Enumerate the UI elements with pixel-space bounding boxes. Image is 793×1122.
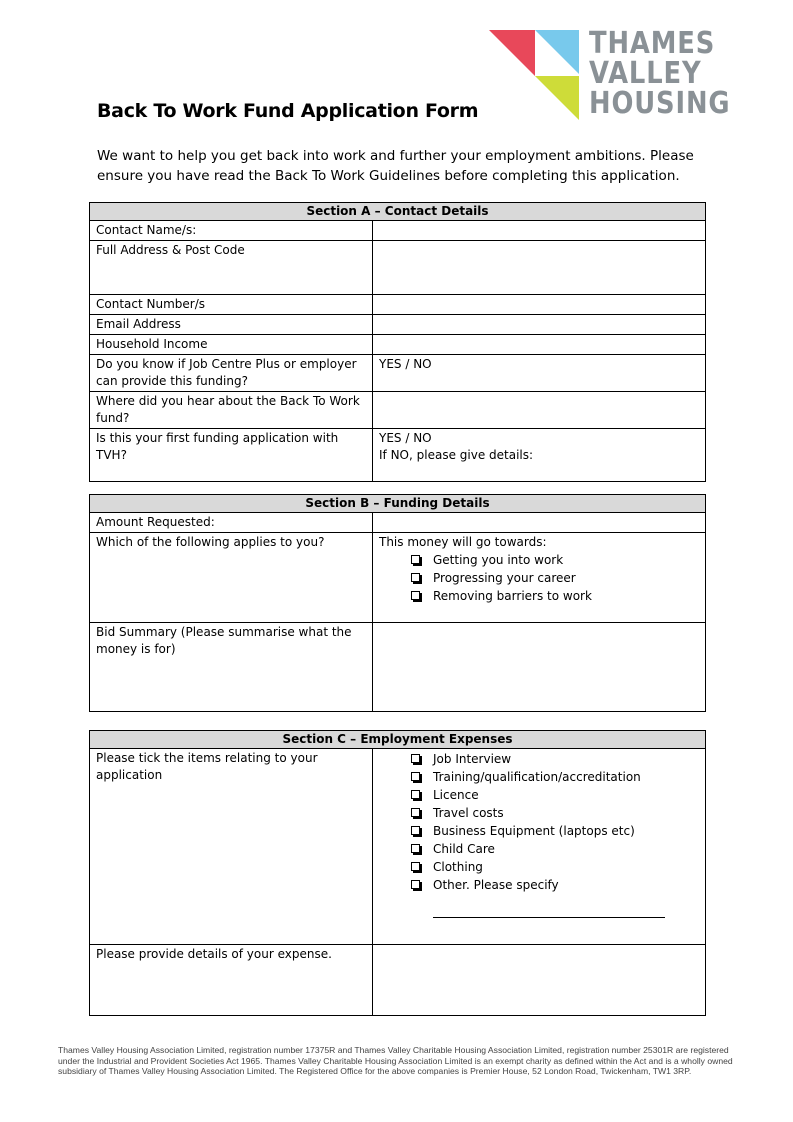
checkbox-icon[interactable] [411,555,420,564]
section-a-header: Section A – Contact Details [90,203,706,221]
items-field [373,749,706,945]
intro-text: We want to help you get back into work and further your employment ambitions. Please ensure you have read the Back To Work Guidelines before completing this application. [97,148,694,184]
logo-red-triangle [489,30,535,76]
table-row [90,221,706,241]
item-label: Travel costs [433,806,504,820]
email-field[interactable] [373,315,706,335]
heard-about-label: Where did you hear about the Back To Work fund? [90,392,373,429]
table-row [90,335,706,355]
item-label: Training/qualification/accreditation [433,770,641,784]
table-row [90,355,706,392]
option-label: Progressing your career [433,571,576,585]
bid-summary-label: Bid Summary (Please summarise what the money is for) [90,623,373,712]
expense-details-label: Please provide details of your expense. [90,945,373,1016]
checkbox-icon[interactable] [411,808,420,817]
checkbox-icon[interactable] [411,591,420,600]
table-row [90,295,706,315]
first-application-label: Is this your first funding application with TVH? [90,429,373,482]
applies-label: Which of the following applies to you? [90,533,373,623]
table-row [90,945,706,1016]
logo-line-1: THAMES [589,26,716,61]
expense-items [379,750,699,894]
contact-name-field[interactable] [373,221,706,241]
section-c-table [89,730,706,1016]
amount-requested-field[interactable] [373,513,706,533]
list-item[interactable] [409,876,699,894]
item-label: Other. Please specify [433,878,559,892]
item-label: Licence [433,788,479,802]
applies-intro: This money will go towards: [379,535,547,549]
item-label: Business Equipment (laptops etc) [433,824,635,838]
table-row [90,533,706,623]
logo-triangles-icon [489,30,581,122]
section-b-table [89,494,706,712]
household-income-field[interactable] [373,335,706,355]
section-a-table [89,202,706,482]
table-row [90,513,706,533]
item-label: Child Care [433,842,495,856]
section-b-header: Section B – Funding Details [90,495,706,513]
logo-line-2: VALLEY [589,56,702,91]
checkbox-icon[interactable] [411,573,420,582]
contact-number-label: Contact Number/s [90,295,373,315]
list-item[interactable] [409,786,699,804]
list-item[interactable] [409,551,699,569]
contact-number-field[interactable] [373,295,706,315]
list-item[interactable] [409,587,699,605]
list-item[interactable] [409,569,699,587]
logo-blue-triangle [535,30,579,74]
option-label: Removing barriers to work [433,589,592,603]
section-c-header: Section C – Employment Expenses [90,731,706,749]
checkbox-icon[interactable] [411,772,420,781]
tvh-logo [489,26,731,125]
address-field[interactable] [373,241,706,295]
list-item[interactable] [409,858,699,876]
household-income-label: Household Income [90,335,373,355]
list-item[interactable] [409,750,699,768]
checkbox-icon[interactable] [411,880,420,889]
item-label: Job Interview [433,752,512,766]
checkbox-icon[interactable] [411,844,420,853]
expense-details-field[interactable] [373,945,706,1016]
checkbox-icon[interactable] [411,790,420,799]
applies-options [379,551,699,605]
heard-about-field[interactable] [373,392,706,429]
items-label: Please tick the items relating to your application [90,749,373,945]
table-row [90,749,706,945]
email-label: Email Address [90,315,373,335]
table-row [90,623,706,712]
logo-green-triangle [535,76,579,120]
list-item[interactable] [409,804,699,822]
option-label: Getting you into work [433,553,564,567]
address-label: Full Address & Post Code [90,241,373,295]
list-item[interactable] [409,840,699,858]
jobcentre-label: Do you know if Job Centre Plus or employer can provide this funding? [90,355,373,392]
table-row [90,315,706,335]
first-application-yes-no: YES / NO [379,431,432,445]
table-row [90,429,706,482]
specify-input-line[interactable] [433,916,665,918]
table-row [90,241,706,295]
logo-wordmark [589,26,731,121]
form-title: Back To Work Fund Application Form [97,100,479,122]
first-application-details-prompt: If NO, please give details: [379,448,534,462]
contact-name-label: Contact Name/s: [90,221,373,241]
checkbox-icon[interactable] [411,754,420,763]
checkbox-icon[interactable] [411,826,420,835]
table-row [90,392,706,429]
applies-field [373,533,706,623]
item-label: Clothing [433,860,483,874]
jobcentre-field[interactable]: YES / NO [373,355,706,392]
list-item[interactable] [409,822,699,840]
list-item[interactable] [409,768,699,786]
amount-requested-label: Amount Requested: [90,513,373,533]
first-application-field[interactable] [373,429,706,482]
footer-legal-text: Thames Valley Housing Association Limited, registration number 17375R and Thames Valley Charitable Housing Association Limited, registration number 25301R are registered under the Industrial and Provident Societies Act 1965. Thames Valley Charitable Housing Association Limited is an exempt charity as defined within the Act and is a wholly owned subsidiary of Thames Valley Housing Association Limited. The Registered Office for the above companies is Premier House, 52 London Road, Twickenham, TW1 3RP. [58,1045,733,1076]
checkbox-icon[interactable] [411,862,420,871]
bid-summary-field[interactable] [373,623,706,712]
logo-line-3: HOUSING [589,86,731,121]
